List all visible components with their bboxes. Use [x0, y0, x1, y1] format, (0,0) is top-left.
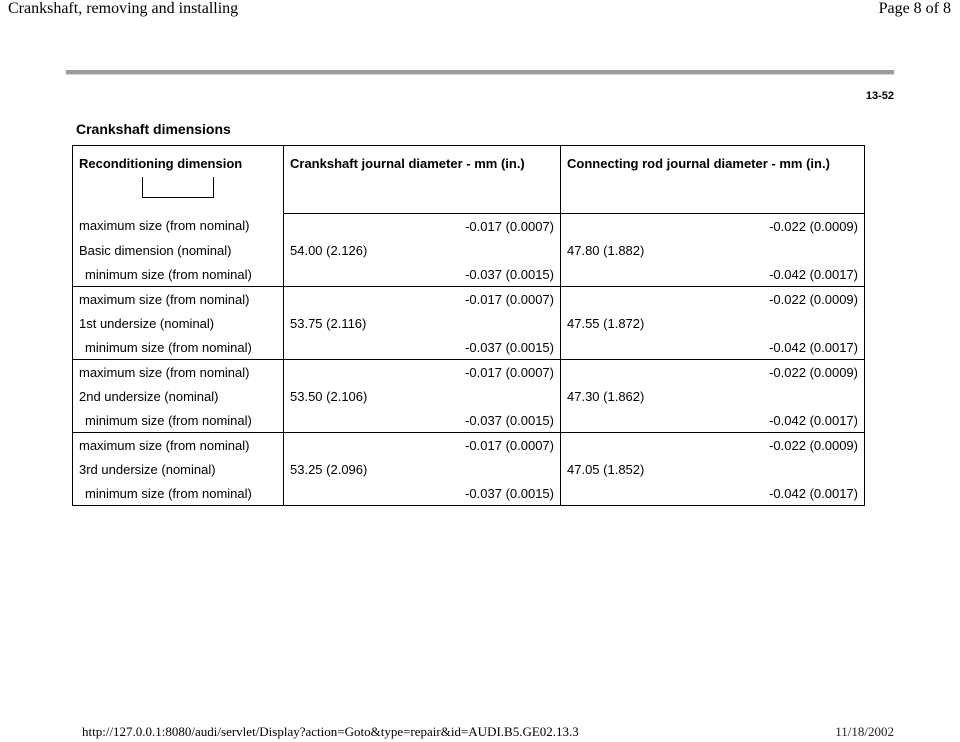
- table-row: [73, 384, 865, 408]
- crankshaft-dimensions-table: [72, 145, 865, 506]
- crank-value: -0.037 (0.0015): [284, 335, 561, 360]
- header-connecting-rod-journal-diameter: Connecting rod journal diameter - mm (in.): [561, 146, 865, 214]
- row-label: 2nd undersize (nominal): [79, 388, 219, 404]
- table-row: [73, 457, 865, 481]
- rod-value: -0.022 (0.0009): [561, 433, 865, 458]
- crank-value: -0.037 (0.0015): [284, 262, 561, 287]
- row-label: minimum size (from nominal): [85, 412, 252, 428]
- table-row: [73, 214, 865, 239]
- table-row: [73, 311, 865, 335]
- table-row: [73, 287, 865, 312]
- header-rule: [66, 70, 894, 75]
- crank-value: 54.00 (2.126): [284, 238, 561, 262]
- crank-value: -0.017 (0.0007): [284, 360, 561, 385]
- row-label: minimum size (from nominal): [85, 266, 252, 282]
- footer-date: 11/18/2002: [835, 724, 894, 739]
- rod-value: -0.022 (0.0009): [561, 214, 865, 239]
- table-row: [73, 481, 865, 506]
- header-crankshaft-journal-diameter: Crankshaft journal diameter - mm (in.): [284, 146, 561, 214]
- page-indicator: Page 8 of 8: [878, 0, 951, 17]
- rod-value: -0.042 (0.0017): [561, 481, 865, 506]
- section-title: Crankshaft dimensions: [76, 121, 231, 137]
- crank-value: -0.017 (0.0007): [284, 287, 561, 312]
- rod-value: 47.80 (1.882): [561, 238, 865, 262]
- rod-value: 47.30 (1.862): [561, 384, 865, 408]
- rod-value: 47.05 (1.852): [561, 457, 865, 481]
- row-label: minimum size (from nominal): [85, 485, 252, 501]
- row-label: Basic dimension (nominal): [79, 242, 232, 258]
- page-number: 13-52: [865, 90, 894, 102]
- row-label: maximum size (from nominal): [73, 433, 284, 458]
- rod-value: 47.55 (1.872): [561, 311, 865, 335]
- crank-value: -0.017 (0.0007): [284, 214, 561, 239]
- rod-value: -0.022 (0.0009): [561, 287, 865, 312]
- table-row: [73, 433, 865, 458]
- table-row: [73, 360, 865, 385]
- row-label: maximum size (from nominal): [79, 218, 250, 234]
- rod-value: -0.022 (0.0009): [561, 360, 865, 385]
- table-row: [73, 335, 865, 360]
- row-label: maximum size (from nominal): [73, 360, 284, 385]
- table-row: [73, 262, 865, 287]
- crank-value: -0.017 (0.0007): [284, 433, 561, 458]
- crank-value: 53.25 (2.096): [284, 457, 561, 481]
- crank-value: -0.037 (0.0015): [284, 408, 561, 433]
- row-label: maximum size (from nominal): [73, 287, 284, 312]
- row-label: 3rd undersize (nominal): [79, 461, 216, 477]
- table-row: [73, 238, 865, 262]
- row-label: minimum size (from nominal): [85, 339, 252, 355]
- bracket-diagram-icon: [142, 177, 214, 198]
- footer-url: http://127.0.0.1:8080/audi/servlet/Display?action=Goto&type=repair&id=AUDI.B5.GE02.13.3: [82, 724, 579, 739]
- table-row: [73, 408, 865, 433]
- rod-value: -0.042 (0.0017): [561, 335, 865, 360]
- rod-value: -0.042 (0.0017): [561, 408, 865, 433]
- row-label: 1st undersize (nominal): [79, 315, 215, 331]
- table-header-row: [73, 146, 865, 214]
- crank-value: -0.037 (0.0015): [284, 481, 561, 506]
- document-title: Crankshaft, removing and installing: [8, 0, 239, 17]
- header-reconditioning-dimension: Reconditioning dimension: [73, 146, 284, 214]
- rod-value: -0.042 (0.0017): [561, 262, 865, 287]
- crank-value: 53.50 (2.106): [284, 384, 561, 408]
- crank-value: 53.75 (2.116): [284, 311, 561, 335]
